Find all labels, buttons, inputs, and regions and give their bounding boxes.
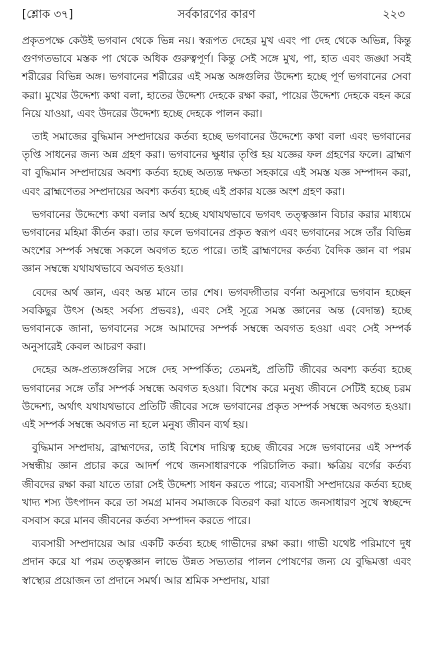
page-body	[22, 32, 411, 590]
chapter-title: সর্বকারণের কারণ	[177, 7, 256, 21]
running-header	[22, 4, 411, 32]
paragraph: বুদ্ধিমান সম্প্রদায়, ব্রাহ্মণদের, তাই বিশেষ দায়িত্ব হচ্ছে জীবের সঙ্গে ভগবানের এই সম্পর্ক সম্বন্ধীয় জ্ঞান প্রচার করে আদর্শ পথে জনসাধারণকে পরিচালিত করা। ক্ষত্রিয় বর্গের কর্তব্য জীবদের রক্ষা করা যাতে তারা সেই উদ্দেশ্য সাধন করতে পারে; ব্যবসায়ী সম্প্রদায়ের কর্তব্য হচ্ছে খাদ্য শস্য উৎপাদন করে তা সমগ্র মানব সমাজকে বিতরণ করা যাতে জনসাধারণ সুখে স্বচ্ছন্দে বসবাস করে মানব জীবনের কর্তব্য সম্পাদন করতে পারে।	[22, 442, 411, 528]
paragraph: বেদের অর্থ জ্ঞান, এবং অন্ত মানে তার শেষ। ভগবদ্গীতার বর্ণনা অনুসারে ভগবান হচ্ছেন সবকিছুর উৎস (অহং সর্বস্য প্রভবঃ), এবং সেই সূত্রে সমস্ত জ্ঞানের অন্ত (বেদান্ত) হচ্ছে ভগবানকে জানা, ভগবানের সঙ্গে আমাদের সম্পর্ক সম্বন্ধে অবগত হওয়া এবং সেই সম্পর্ক অনুসারেই কেবল আচরণ করা।	[22, 286, 411, 354]
paragraph: ব্যবসায়ী সম্প্রদায়ের আর একটি কর্তব্য হচ্ছে গাভীদের রক্ষা করা। গাভী যথেষ্ট পরিমাণে দুধ প্রদান করে যা পরম তত্ত্বজ্ঞান লাভে উন্নত সভ্যতার পালন পোষণের জন্য যে বুদ্ধিমত্তা এবং স্বাস্থ্যের প্রয়োজন তা প্রদানে সমর্থ। আর শ্রমিক সম্প্রদায়, যারা	[22, 538, 411, 587]
page-number: ২২৩	[382, 7, 405, 21]
paragraph: প্রকৃতপক্ষে কেউই ভগবান থেকে ভিন্ন নয়। স্বরূপত দেহের মুখ এবং পা দেহ থেকে অভিন্ন, কিন্তু গুণগতভাবে মস্তক পা থেকে অধিক গুরুত্বপূর্ণ। কিন্তু সেই সঙ্গে মুখ, পা, হাত এবং জঙ্ঘা সবই শরীরের বিভিন্ন অঙ্গ। ভগবানের শরীরের এই সমস্ত অঙ্গগুলির উদ্দেশ্য হচ্ছে পূর্ণ ভগবানের সেবা করা। মুখের উদ্দেশ্য কথা বলা, হাতের উদ্দেশ্য দেহকে রক্ষা করা, পায়ের উদ্দেশ্য দেহকে বহন করে নিয়ে যাওয়া, এবং উদরের উদ্দেশ্য হচ্ছে দেহকে পালন করা।	[22, 35, 411, 120]
paragraph: ভগবানের উদ্দেশ্যে কথা বলার অর্থ হচ্ছে যথাযথভাবে ভগবৎ তত্ত্বজ্ঞান বিচার করার মাধ্যমে ভগবানের মহিমা কীর্তন করা। তার ফলে ভগবানের প্রকৃত স্বরূপ এবং ভগবানের সঙ্গে তাঁর বিভিন্ন অংশের সম্পর্ক সম্বন্ধে সকলে অবগত হতে পারে। তাই ব্রাহ্মণদের কর্তব্য বৈদিক জ্ঞান বা পরম জ্ঞান সম্বন্ধে যথাযথভাবে অবগত হওয়া।	[22, 208, 411, 276]
verse-reference: [শ্লোক ৩৭]	[22, 7, 74, 21]
paragraph: তাই সমাজের বুদ্ধিমান সম্প্রদায়ের কর্তব্য হচ্ছে ভগবানের উদ্দেশ্যে কথা বলা এবং ভগবানের তৃপ্তি সাধনের জন্য অন্ন গ্রহণ করা। ভগবানের ক্ষুধার তৃপ্তি হয় যজ্ঞের ফল গ্রহণের ফলে। ব্রাহ্মণ বা বুদ্ধিমান সম্প্রদায়ের অবশ্য কর্তব্য হচ্ছে অত্যন্ত দক্ষতা সহকারে এই সমস্ত যজ্ঞ সম্পাদন করা, এবং ব্রাহ্মণেতর সম্প্রদায়ের অবশ্য কর্তব্য হচ্ছে এই প্রকার যজ্ঞে অংশ গ্রহণ করা।	[22, 131, 411, 198]
paragraph: দেহের অঙ্গ-প্রত্যঙ্গগুলির সঙ্গে দেহ সম্পর্কিত; তেমনই, প্রতিটি জীবের অবশ্য কর্তব্য হচ্ছে ভগবানের সঙ্গে তাঁর সম্পর্ক সম্বন্ধে অবগত হওয়া। বিশেষ করে মনুষ্য জীবনে সেটিই হচ্ছে চরম উদ্দেশ্য, অর্থাৎ যথাযথভাবে প্রতিটি জীবের সঙ্গে ভগবানের প্রকৃত সম্পর্ক সম্বন্ধে অবগত হওয়া। এই সম্পর্ক সম্বন্ধে অবগত না হলে মনুষ্য জীবন ব্যর্থ হয়।	[22, 364, 411, 432]
